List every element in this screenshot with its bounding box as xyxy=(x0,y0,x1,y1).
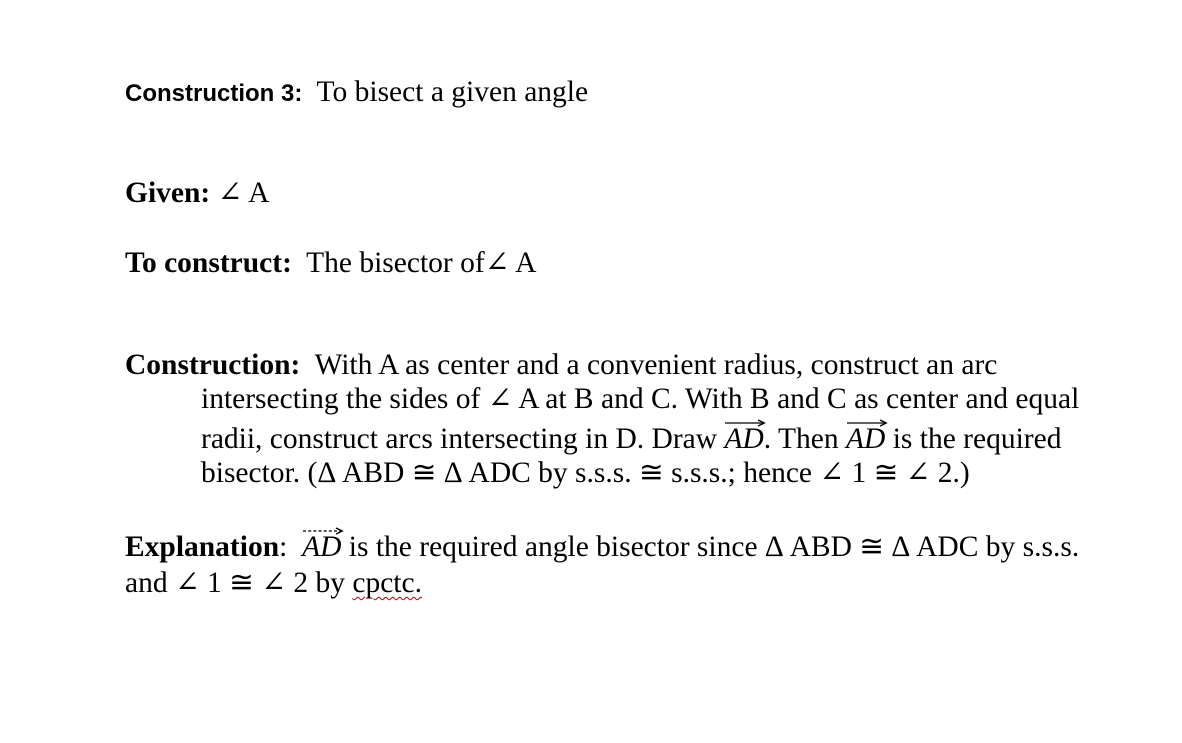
construction-title: To bisect a given angle xyxy=(316,76,589,108)
to-construct-label: To construct: xyxy=(125,247,292,279)
construction-line-3 xyxy=(201,425,1061,455)
ray-label: AD xyxy=(846,423,886,455)
angle-symbol: ∠ xyxy=(484,247,510,279)
ray-ad xyxy=(302,533,341,563)
explanation-line-1 xyxy=(125,533,1079,563)
construction-line-4 xyxy=(201,459,970,489)
explanation-label: Explanation xyxy=(125,531,280,563)
angle-symbol: ∠ xyxy=(487,383,513,415)
given-label: Given: xyxy=(125,177,211,209)
explanation-colon: : xyxy=(279,531,288,563)
ray-arrow-icon xyxy=(303,527,344,535)
construction-text: radii, construct arcs intersecting in D. Draw xyxy=(201,423,718,455)
ray-label: AD xyxy=(724,423,764,455)
construction-number: Construction 3: xyxy=(125,80,303,107)
given-line xyxy=(125,179,269,209)
explanation-line-2 xyxy=(125,569,422,599)
construction-text: With A as center and a convenient radius, construct an arc xyxy=(314,349,998,381)
construction-line-2 xyxy=(201,385,1079,415)
explanation-text: and ∠ 1 ≅ ∠ 2 by xyxy=(125,567,345,599)
construction-text: is the required xyxy=(892,423,1062,455)
ray-arrow-icon xyxy=(725,419,766,427)
ray-ad xyxy=(724,425,763,455)
construction-text: A at B and C. With B and C as center and equal xyxy=(518,383,1080,415)
to-construct-text: The bisector of xyxy=(306,247,485,279)
ray-arrow-icon xyxy=(847,419,888,427)
given-value: A xyxy=(248,177,270,209)
ray-ad xyxy=(846,425,885,455)
construction-text: intersecting the sides of xyxy=(201,383,481,415)
construction-text: bisector. (Δ ABD ≅ Δ ADC by s.s.s. ≅ s.s.s.; hence ∠ 1 ≅ ∠ 2.) xyxy=(201,457,970,489)
construction-heading xyxy=(125,78,588,108)
construction-label: Construction: xyxy=(125,349,301,381)
to-construct-line xyxy=(125,249,536,279)
explanation-text: is the required angle bisector since Δ ABD ≅ Δ ADC by s.s.s. xyxy=(348,531,1080,563)
ray-label: AD xyxy=(302,531,342,563)
spellcheck-word[interactable]: cpctc. xyxy=(352,567,422,599)
construction-text: . Then xyxy=(763,423,839,455)
to-construct-value: A xyxy=(515,247,537,279)
angle-symbol: ∠ xyxy=(217,177,243,209)
construction-line-1 xyxy=(125,351,997,381)
